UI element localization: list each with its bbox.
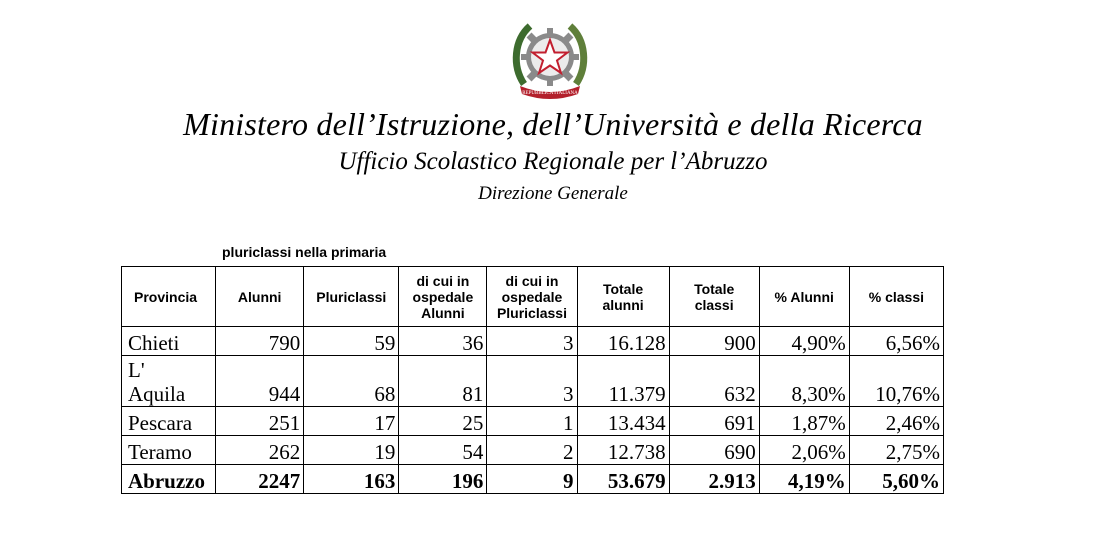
cell-pct-alunni: 4,19% (759, 465, 849, 494)
cell-osp-pluriclassi: 3 (487, 356, 577, 407)
col-totale-alunni (577, 267, 669, 327)
provincia-line: Aquila (128, 382, 186, 406)
col-pct-classi: % classi (849, 267, 943, 327)
table-total-row (122, 465, 944, 494)
col-pluriclassi: Pluriclassi (304, 267, 399, 327)
col-ospedale-alunni (399, 267, 487, 327)
header-line: classi (694, 296, 734, 313)
cell-pluriclassi: 19 (304, 436, 399, 465)
cell-provincia: Pescara (122, 407, 216, 436)
office-subtitle: Ufficio Scolastico Regionale per l’Abruzzo (338, 148, 768, 175)
cell-pluriclassi: 59 (304, 327, 399, 356)
cell-pct-alunni: 1,87% (759, 407, 849, 436)
cell-osp-pluriclassi: 3 (487, 327, 577, 356)
direction-subtitle: Direzione Generale (478, 183, 628, 204)
cell-osp-alunni: 196 (399, 465, 487, 494)
cell-pct-alunni: 2,06% (759, 436, 849, 465)
table-row (122, 407, 944, 436)
col-pct-alunni: % Alunni (759, 267, 849, 327)
col-totale-classi (669, 267, 759, 327)
cell-tot-classi: 2.913 (669, 465, 759, 494)
cell-pct-classi: 2,75% (849, 436, 943, 465)
cell-osp-alunni: 36 (399, 327, 487, 356)
cell-pct-alunni: 4,90% (759, 327, 849, 356)
cell-alunni: 790 (216, 327, 304, 356)
table-header-row (122, 267, 944, 327)
cell-pluriclassi: 68 (304, 356, 399, 407)
cell-osp-alunni: 54 (399, 436, 487, 465)
cell-alunni: 262 (216, 436, 304, 465)
cell-pct-classi: 2,46% (849, 407, 943, 436)
provincia-line: L' (128, 358, 145, 382)
header-line: Pluriclassi (496, 304, 567, 321)
cell-tot-alunni: 11.379 (577, 356, 669, 407)
cell-tot-classi: 690 (669, 436, 759, 465)
cell-provincia (122, 356, 216, 407)
header-line: Totale (602, 280, 644, 297)
col-alunni: Alunni (216, 267, 304, 327)
cell-pct-alunni: 8,30% (759, 356, 849, 407)
header-line: ospedale (501, 288, 563, 305)
cell-provincia: Chieti (122, 327, 216, 356)
cell-osp-pluriclassi: 2 (487, 436, 577, 465)
cell-pluriclassi: 163 (304, 465, 399, 494)
header-line: alunni (602, 296, 644, 313)
ministry-title: Ministero dell’Istruzione, dell’Università e della Ricerca (183, 106, 923, 142)
col-ospedale-pluriclassi (487, 267, 577, 327)
header-line: Totale (694, 280, 735, 297)
table-row (122, 327, 944, 356)
table-row (122, 436, 944, 465)
cell-pluriclassi: 17 (304, 407, 399, 436)
cell-osp-alunni: 25 (399, 407, 487, 436)
cell-tot-classi: 900 (669, 327, 759, 356)
cell-tot-alunni: 53.679 (577, 465, 669, 494)
col-provincia: Provincia (122, 267, 216, 327)
cell-alunni: 251 (216, 407, 304, 436)
cell-alunni: 2247 (216, 465, 304, 494)
pluriclassi-table (121, 266, 944, 494)
cell-osp-alunni: 81 (399, 356, 487, 407)
cell-tot-alunni: 16.128 (577, 327, 669, 356)
cell-pct-classi: 6,56% (849, 327, 943, 356)
cell-osp-pluriclassi: 1 (487, 407, 577, 436)
cell-provincia: Teramo (122, 436, 216, 465)
cell-alunni: 944 (216, 356, 304, 407)
emblem-ribbon-text: REPUBBLICA ITALIANA (522, 91, 578, 96)
repubblica-italiana-emblem-icon (510, 14, 590, 100)
cell-pct-classi: 10,76% (849, 356, 943, 407)
cell-osp-pluriclassi: 9 (487, 465, 577, 494)
header-line: di cui in (505, 272, 559, 289)
header-line: di cui in (416, 272, 470, 289)
cell-tot-classi: 691 (669, 407, 759, 436)
header-line: Alunni (421, 304, 465, 321)
cell-tot-classi: 632 (669, 356, 759, 407)
cell-provincia: Abruzzo (122, 465, 216, 494)
header-line: ospedale (412, 288, 474, 305)
cell-tot-alunni: 12.738 (577, 436, 669, 465)
table-row (122, 356, 944, 407)
table-caption: pluriclassi nella primaria (222, 244, 387, 260)
cell-tot-alunni: 13.434 (577, 407, 669, 436)
cell-pct-classi: 5,60% (849, 465, 943, 494)
